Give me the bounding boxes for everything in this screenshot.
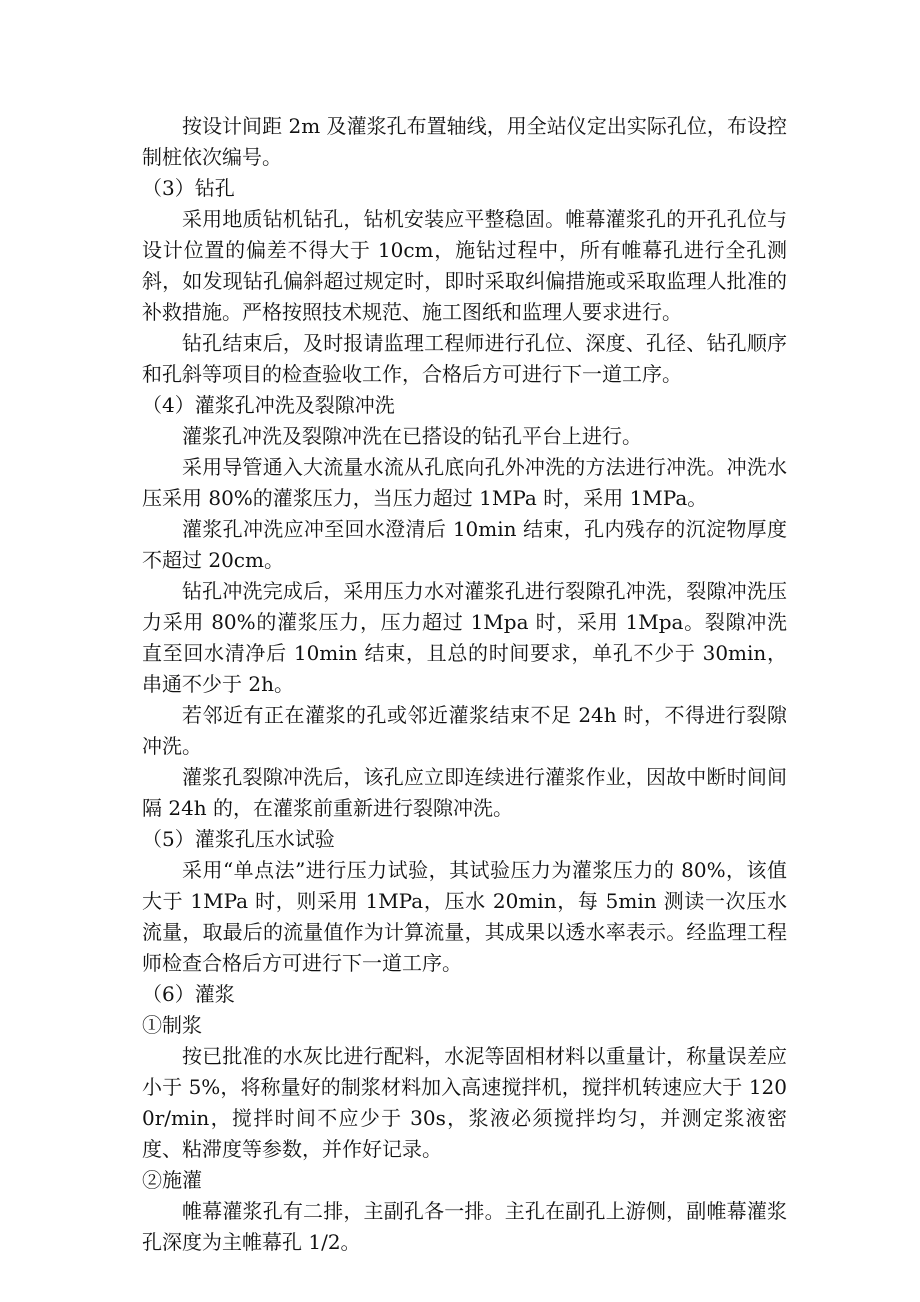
section-heading: （4）灌浆孔冲洗及裂隙冲洗 <box>142 393 395 417</box>
paragraph: 采用“单点法”进行压力试验，其试验压力为灌浆压力的 80%，该值大于 1MPa 时，则采用 1MPa，压水 20min，每 5min 测读一次压水流量，取最后的流量值作为计算流量，其成果以透水率表示。经监理工程师检查合格后方可进行下一道工序。 <box>142 858 787 975</box>
paragraph: 采用地质钻机钻孔，钻机安装应平整稳固。帷幕灌浆孔的开孔孔位与设计位置的偏差不得大于 10cm，施钻过程中，所有帷幕孔进行全孔测斜，如发现钻孔偏斜超过规定时，即时采取纠偏措施或采取监理人批准的补救措施。严格按照技术规范、施工图纸和监理人要求进行。 <box>142 207 787 324</box>
paragraph: 按设计间距 2m 及灌浆孔布置轴线，用全站仪定出实际孔位，布设控制桩依次编号。 <box>142 114 787 169</box>
paragraph: 钻孔冲洗完成后，采用压力水对灌浆孔进行裂隙孔冲洗，裂隙冲洗压力采用 80%的灌浆压力，压力超过 1Mpa 时，采用 1Mpa。裂隙冲洗直至回水清净后 10min 结束，且总的时间要求，单孔不少于 30min，串通不少于 2h。 <box>142 579 787 696</box>
document-body <box>142 111 787 1258</box>
subsection-heading: ①制浆 <box>142 1013 202 1037</box>
section-heading: （6）灌浆 <box>142 982 235 1006</box>
section-heading: （5）灌浆孔压水试验 <box>142 827 335 851</box>
paragraph: 帷幕灌浆孔有二排，主副孔各一排。主孔在副孔上游侧，副帷幕灌浆孔深度为主帷幕孔 1/2。 <box>142 1199 787 1254</box>
paragraph: 采用导管通入大流量水流从孔底向孔外冲洗的方法进行冲洗。冲洗水压采用 80%的灌浆压力，当压力超过 1MPa 时，采用 1MPa。 <box>142 455 787 510</box>
paragraph: 灌浆孔裂隙冲洗后，该孔应立即连续进行灌浆作业，因故中断时间间隔 24h 的，在灌浆前重新进行裂隙冲洗。 <box>142 765 787 820</box>
paragraph: 灌浆孔冲洗及裂隙冲洗在已搭设的钻孔平台上进行。 <box>182 424 642 448</box>
section-heading: （3）钻孔 <box>142 176 235 200</box>
paragraph: 若邻近有正在灌浆的孔或邻近灌浆结束不足 24h 时，不得进行裂隙冲洗。 <box>142 703 787 758</box>
paragraph: 按已批准的水灰比进行配料，水泥等固相材料以重量计，称量误差应小于 5%，将称量好的制浆材料加入高速搅拌机，搅拌机转速应大于 1200r/min，搅拌时间不应少于 30s，浆液必须搅拌均匀，并测定浆液密度、粘滞度等参数，并作好记录。 <box>142 1044 787 1161</box>
subsection-heading: ②施灌 <box>142 1168 202 1192</box>
paragraph: 钻孔结束后，及时报请监理工程师进行孔位、深度、孔径、钻孔顺序和孔斜等项目的检查验收工作，合格后方可进行下一道工序。 <box>142 331 787 386</box>
paragraph: 灌浆孔冲洗应冲至回水澄清后 10min 结束，孔内残存的沉淀物厚度不超过 20cm。 <box>142 517 787 572</box>
